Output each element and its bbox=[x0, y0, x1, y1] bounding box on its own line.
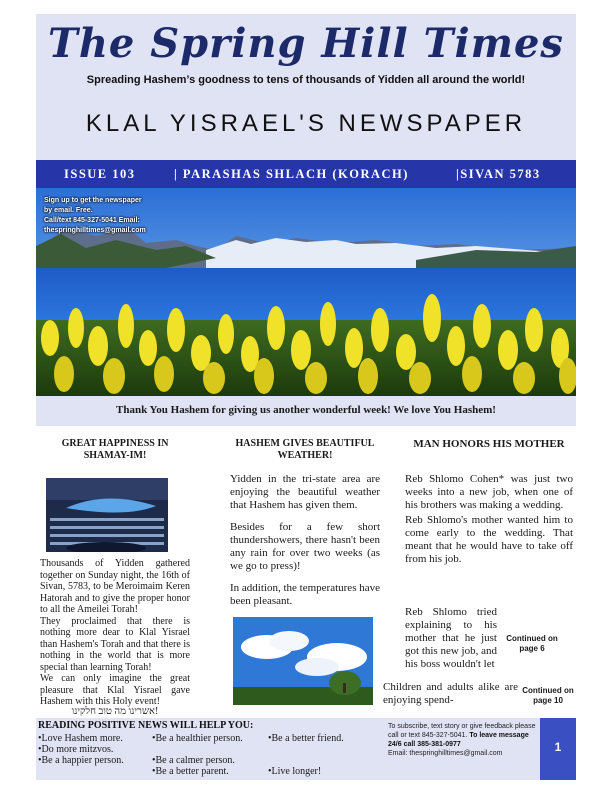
footer-title: READING POSITIVE NEWS WILL HELP YOU: bbox=[38, 720, 254, 731]
children-article-start: Children and adults alike are enjoying spend- bbox=[383, 681, 518, 706]
continued-page-10: Continued on page 10 bbox=[522, 686, 574, 705]
crowd-photo bbox=[46, 478, 168, 552]
article-3-headline: MAN HONORS HIS MOTHER bbox=[413, 438, 565, 450]
newspaper-subtitle: KLAL YISRAEL'S NEWSPAPER bbox=[85, 110, 527, 137]
newspaper-title: The Spring Hill Times bbox=[48, 20, 564, 67]
benefit-item: •Be a better parent. bbox=[152, 766, 229, 777]
article-1-headline-wrap bbox=[40, 438, 190, 462]
issue-bar bbox=[36, 160, 576, 188]
article-2-body bbox=[230, 473, 380, 617]
benefit-item: •Be a better friend. bbox=[268, 733, 344, 744]
footer bbox=[36, 718, 576, 780]
continued-page-6: Continued on page 6 bbox=[506, 634, 558, 653]
benefit-item: •Be a calmer person. bbox=[152, 755, 235, 766]
tagline: Spreading Hashem’s goodness to tens of thousands of Yidden all around the world! bbox=[86, 74, 526, 86]
article-1-body bbox=[40, 558, 190, 708]
signup-notice: Sign up to get the newspaper by email. Free. Call/text 845-327-5041 Email: thespringhilltimes@gmail.com bbox=[44, 197, 146, 234]
article-2-paragraph-3: In addition, the temperatures have been pleasant. bbox=[230, 582, 380, 607]
page-number: 1 bbox=[540, 718, 576, 780]
article-2-headline-wrap bbox=[230, 438, 380, 462]
article-3-paragraph-1: Reb Shlomo Cohen* was just two weeks into a new job, when one of his brothers was making a wedding. bbox=[405, 473, 573, 511]
benefit-item: •Be a healthier person. bbox=[152, 733, 243, 744]
benefit-item: •Live longer! bbox=[268, 766, 322, 777]
article-2-headline: HASHEM GIVES BEAUTIFUL WEATHER! bbox=[235, 438, 375, 461]
hebrew-line: אשרינו מה טוב חלקינו! bbox=[71, 706, 159, 717]
hero-landscape-image bbox=[36, 188, 576, 396]
parasha: | PARASHAS SHLACH (KORACH) bbox=[174, 167, 409, 181]
article-3-paragraph-2: Reb Shlomo's mother wanted him to come early to the wedding. That meant that he would have to take off from his job. bbox=[405, 514, 573, 565]
article-1-paragraph-1: Thousands of Yidden gathered together on Sunday night, the 16th of Sivan, 5783, to be Meroimaim Keren Hatorah and to give the proper honor to all the Ameilei Torah! bbox=[40, 558, 190, 615]
masthead bbox=[36, 14, 576, 160]
article-1-paragraph-2: They proclaimed that there is nothing more dear to Klal Yisrael than Hashem's Torah and that there is nothing in the world that is more special than learning Torah! bbox=[40, 615, 190, 673]
benefit-item: •Love Hashem more. bbox=[38, 733, 123, 744]
article-3-headline-wrap bbox=[405, 438, 573, 450]
article-2-paragraph-2: Besides for a few short thundershowers, there hasn't been any rain for over two weeks (as we go to press)! bbox=[230, 521, 380, 572]
thank-you-banner: Thank You Hashem for giving us another wonderful week! We love You Hashem! bbox=[36, 396, 576, 426]
hebrew-date: |SIVAN 5783 bbox=[456, 167, 541, 181]
article-2-paragraph-1: Yidden in the tri-state area are enjoying the beautiful weather that Hashem has given them. bbox=[230, 473, 380, 511]
subscribe-info: To subscribe, text story or give feedback please call or text 845-327-5041. To leave message 24/6 call 385-381-0977 Email: thespringhilltimes@gmail.com bbox=[388, 723, 536, 757]
article-1-headline: GREAT HAPPINESS IN SHAMAY-IM! bbox=[61, 438, 169, 461]
article-3-body bbox=[405, 473, 573, 568]
article-1-paragraph-3: We can only imagine the great pleasure that Klal Yisrael gave Hashem with this Holy event! bbox=[40, 673, 190, 707]
benefit-item: •Do more mitzvos. bbox=[38, 744, 114, 755]
benefit-item: •Be a happier person. bbox=[38, 755, 124, 766]
sky-photo bbox=[233, 617, 373, 705]
article-3-paragraph-3: Reb Shlomo tried explaining to his mother that he just got this new job, and his boss wouldn't let bbox=[405, 606, 497, 670]
issue-number: ISSUE 103 bbox=[64, 167, 136, 181]
